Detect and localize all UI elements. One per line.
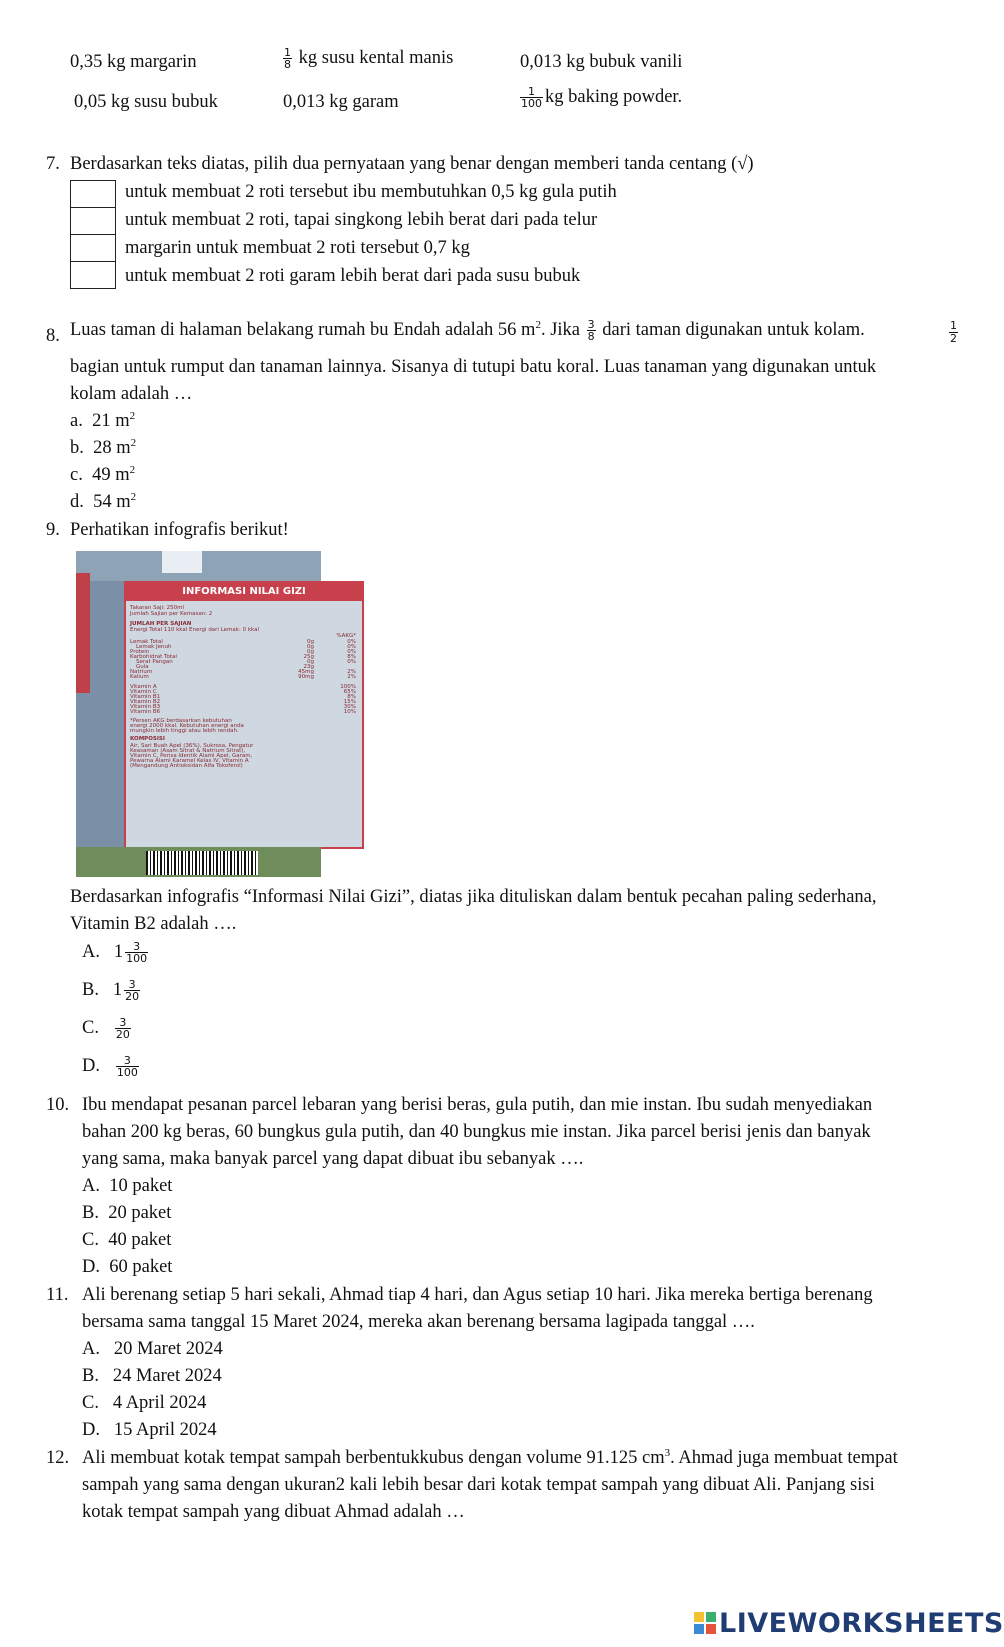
nutrition-line: Lemak Total: [130, 639, 163, 645]
q8-option-a[interactable]: a. 21 $m^2$: [70, 409, 136, 431]
q7-text: Berdasarkan teks diatas, pilih dua pernyataan yang benar dengan memberi tanda centang (√): [70, 154, 754, 174]
q8-option-d[interactable]: d. 54 $m^2$: [70, 490, 137, 512]
q12-line1: Ali membuat kotak tempat sampah berbentukkubus dengan volume 91.125 $cm^3$. Ahmad juga membuat tempat: [82, 1446, 898, 1468]
nutrition-line: Serat Pangan: [136, 659, 173, 665]
nutrition-percent: 10%: [343, 709, 356, 715]
barcode-icon: [146, 851, 258, 875]
ingredient-susu-bubuk: 0,05 kg susu bubuk: [74, 92, 218, 112]
nutrition-amount: 0g: [307, 659, 314, 665]
q9-option-b[interactable]: B. 1 $\frac{3}{20}$: [82, 977, 140, 1004]
q10-option-a[interactable]: A. 10 paket: [82, 1176, 173, 1196]
q10-option-d[interactable]: D. 60 paket: [82, 1257, 173, 1277]
nutrition-line: energi 2000 kkal. Kebutuhan energi anda: [130, 723, 244, 729]
nutrition-percent: 2%: [347, 674, 356, 680]
ingredient-garam: 0,013 kg garam: [283, 92, 399, 112]
nutrition-percent: 65%: [343, 689, 356, 695]
q9-line1: Berdasarkan infografis “Informasi Nilai Gizi”, diatas jika dituliskan dalam bentuk pecahan paling sederhana,: [70, 887, 877, 907]
nutrition-percent: 30%: [343, 704, 356, 710]
q9-text: Perhatikan infografis berikut!: [70, 520, 289, 540]
q12-line2: sampah yang sama dengan ukuran2 kali lebih besar dari kotak tempat sampah yang dibuat Ali. Panjang sisi: [82, 1475, 875, 1495]
nutrition-percent: 0%: [347, 639, 356, 645]
nutrition-percent: 0%: [347, 659, 356, 665]
q8-text-1: Luas taman di halaman belakang rumah bu Endah adalah 56 m: [70, 320, 536, 340]
nutrition-line: Pewarna Alami Karamel Kelas IV, Vitamin A: [130, 758, 249, 764]
nutrition-line: Natrium: [130, 669, 153, 675]
nutrition-line: Protein: [130, 649, 150, 655]
fraction: $\frac{1}{8}$: [284, 45, 291, 72]
nutrition-amount: 90mg: [298, 674, 314, 680]
nutrition-line: Energi Total 110 kkal Energi dari Lemak: 0 kkal: [130, 627, 259, 633]
q7-checkbox-2[interactable]: [70, 207, 116, 235]
q7-statement-3: margarin untuk membuat 2 roti tersebut 0,7 kg: [125, 238, 470, 258]
q9-line2: Vitamin B2 adalah ….: [70, 914, 237, 934]
q8-line1: [70, 318, 960, 344]
q12-line3: kotak tempat sampah yang dibuat Ahmad adalah …: [82, 1502, 465, 1522]
nutrition-line: Vitamin B3: [130, 704, 161, 710]
nutrition-percent: 100%: [340, 684, 356, 690]
q7-statement-1: untuk membuat 2 roti tersebut ibu membutuhkan 0,5 kg gula putih: [125, 182, 617, 202]
q7-statement-2: untuk membuat 2 roti, tapai singkong lebih berat dari pada telur: [125, 210, 598, 230]
q10-line1: Ibu mendapat pesanan parcel lebaran yang berisi beras, gula putih, dan mie instan. Ibu sudah menyediakan: [82, 1095, 873, 1115]
q10-line2: bahan 200 kg beras, 60 bungkus gula putih, dan 40 bungkus mie instan. Jika parcel berisi jenis dan banyak: [82, 1122, 871, 1142]
nutrition-line: Vitamin B1: [130, 694, 161, 700]
nutrition-line: Gula: [136, 664, 149, 670]
q10-line3: yang sama, maka banyak parcel yang dapat dibuat ibu sebanyak ….: [82, 1149, 584, 1169]
q10-number: 10.: [46, 1095, 70, 1115]
q9-option-c[interactable]: C. $\frac{3}{20}$: [82, 1015, 130, 1042]
nutrition-percent: 15%: [343, 699, 356, 705]
q7-checkbox-1[interactable]: [70, 180, 116, 208]
ingredient-vanili: 0,013 kg bubuk vanili: [520, 52, 683, 72]
nutrition-percent: 8%: [347, 694, 356, 700]
nutrition-line: Keasaman (Asam Sitrat & Natrium Sitrat),: [130, 748, 246, 754]
q7-checkbox-3[interactable]: [70, 234, 116, 262]
q7-number: 7.: [46, 154, 60, 174]
nutrition-amount: 23g: [303, 664, 314, 670]
nutrition-panel: [124, 581, 364, 849]
q8-number: 8.: [46, 326, 60, 346]
nutrition-line: *Persen AKG berdasarkan kebutuhan: [130, 718, 232, 724]
nutrition-line: Karbohidrat Total: [130, 654, 177, 660]
q10-option-b[interactable]: B. 20 paket: [82, 1203, 172, 1223]
nutrition-line: Vitamin A: [130, 684, 157, 690]
nutrition-line: Kalium: [130, 674, 149, 680]
nutrition-line: Vitamin C, Perisa Identik Alami Apel, Garam,: [130, 753, 253, 759]
q8-line2: bagian untuk rumput dan tanaman lainnya. Sisanya di tutupi batu koral. Luas tanaman yang digunakan untuk: [70, 357, 877, 377]
q8-text-3: dari taman digunakan untuk kolam.: [602, 320, 865, 340]
ingredient-label: kg baking powder.: [545, 87, 683, 107]
liveworksheets-logo: LIVEWORKSHEETS: [694, 1606, 1004, 1642]
nutrition-line: (Mengandung Antioksidan Alfa Tokoferol): [130, 763, 243, 769]
nutrition-line: Air, Sari Buah Apel (36%), Sukrosa, Pengatur: [130, 743, 254, 749]
q12-number: 12.: [46, 1448, 70, 1468]
ingredient-label: kg susu kental manis: [298, 48, 454, 68]
nutrition-percent: 0%: [347, 649, 356, 655]
q8-sup: 2: [535, 318, 541, 331]
fraction: $\frac{1}{100}$: [521, 84, 542, 111]
q7-checkbox-4[interactable]: [70, 261, 116, 289]
nutrition-percent: 8%: [347, 654, 356, 660]
nutrition-infographic: [76, 551, 356, 877]
q8-text-2: . Jika: [540, 320, 580, 340]
q9-number: 9.: [46, 520, 60, 540]
akg-header: %AKG*: [336, 633, 356, 639]
nutrition-line: KOMPOSISI: [130, 736, 165, 742]
q10-option-c[interactable]: C. 40 paket: [82, 1230, 172, 1250]
q11-number: 11.: [46, 1285, 69, 1305]
q9-option-a[interactable]: A. 1 $\frac{3}{100}$: [82, 939, 148, 966]
ingredient-susu-kental: [281, 46, 453, 71]
nutrition-amount: 0g: [307, 649, 314, 655]
nutrition-amount: 45mg: [298, 669, 314, 675]
nutrition-line: Lemak Jenuh: [136, 644, 172, 650]
nutrition-percent: 2%: [347, 669, 356, 675]
q11-option-c[interactable]: C. 4 April 2024: [82, 1393, 207, 1413]
nutrition-line: Takaran Saji: 250ml: [130, 605, 185, 611]
logo-icon: [694, 1612, 716, 1634]
nutrition-line: mungkin lebih tinggi atau lebih rendah.: [130, 728, 239, 734]
nutrition-title: INFORMASI NILAI GIZI: [126, 583, 362, 601]
q11-line2: bersama sama tanggal 15 Maret 2024, mereka akan berenang bersama lagipada tanggal ….: [82, 1312, 755, 1332]
nutrition-line: JUMLAH PER SAJIAN: [130, 621, 192, 627]
fraction-one-half: $\frac{1}{2}$: [950, 319, 957, 345]
q11-line1: Ali berenang setiap 5 hari sekali, Ahmad tiap 4 hari, dan Agus setiap 10 hari. Jika mereka bertiga berenang: [82, 1285, 873, 1305]
nutrition-amount: 0g: [307, 644, 314, 650]
ingredient-margarin: 0,35 kg margarin: [70, 52, 197, 72]
q11-option-d[interactable]: D. 15 April 2024: [82, 1420, 217, 1440]
q7-statement-4: untuk membuat 2 roti garam lebih berat dari pada susu bubuk: [125, 266, 581, 286]
q11-option-b[interactable]: B. 24 Maret 2024: [82, 1366, 222, 1386]
nutrition-line: Jumlah Sajian per Kemasan: 2: [130, 611, 213, 617]
nutrition-amount: 0g: [307, 639, 314, 645]
nutrition-amount: 25g: [303, 654, 314, 660]
q8-option-b[interactable]: b. 28 $m^2$: [70, 436, 137, 458]
ingredient-baking-powder: [518, 85, 682, 110]
q8-option-c[interactable]: c. 49 $m^2$: [70, 463, 136, 485]
nutrition-line: Vitamin C: [130, 689, 157, 695]
fraction-three-eighths: $\frac{3}{8}$: [587, 317, 595, 344]
q9-option-d[interactable]: D. $\frac{3}{100}$: [82, 1053, 138, 1080]
nutrition-line: Vitamin B2: [130, 699, 161, 705]
nutrition-percent: 0%: [347, 644, 356, 650]
q8-line3: kolam adalah …: [70, 384, 193, 404]
q11-option-a[interactable]: A. 20 Maret 2024: [82, 1339, 223, 1359]
nutrition-line: Vitamin B6: [130, 709, 161, 715]
